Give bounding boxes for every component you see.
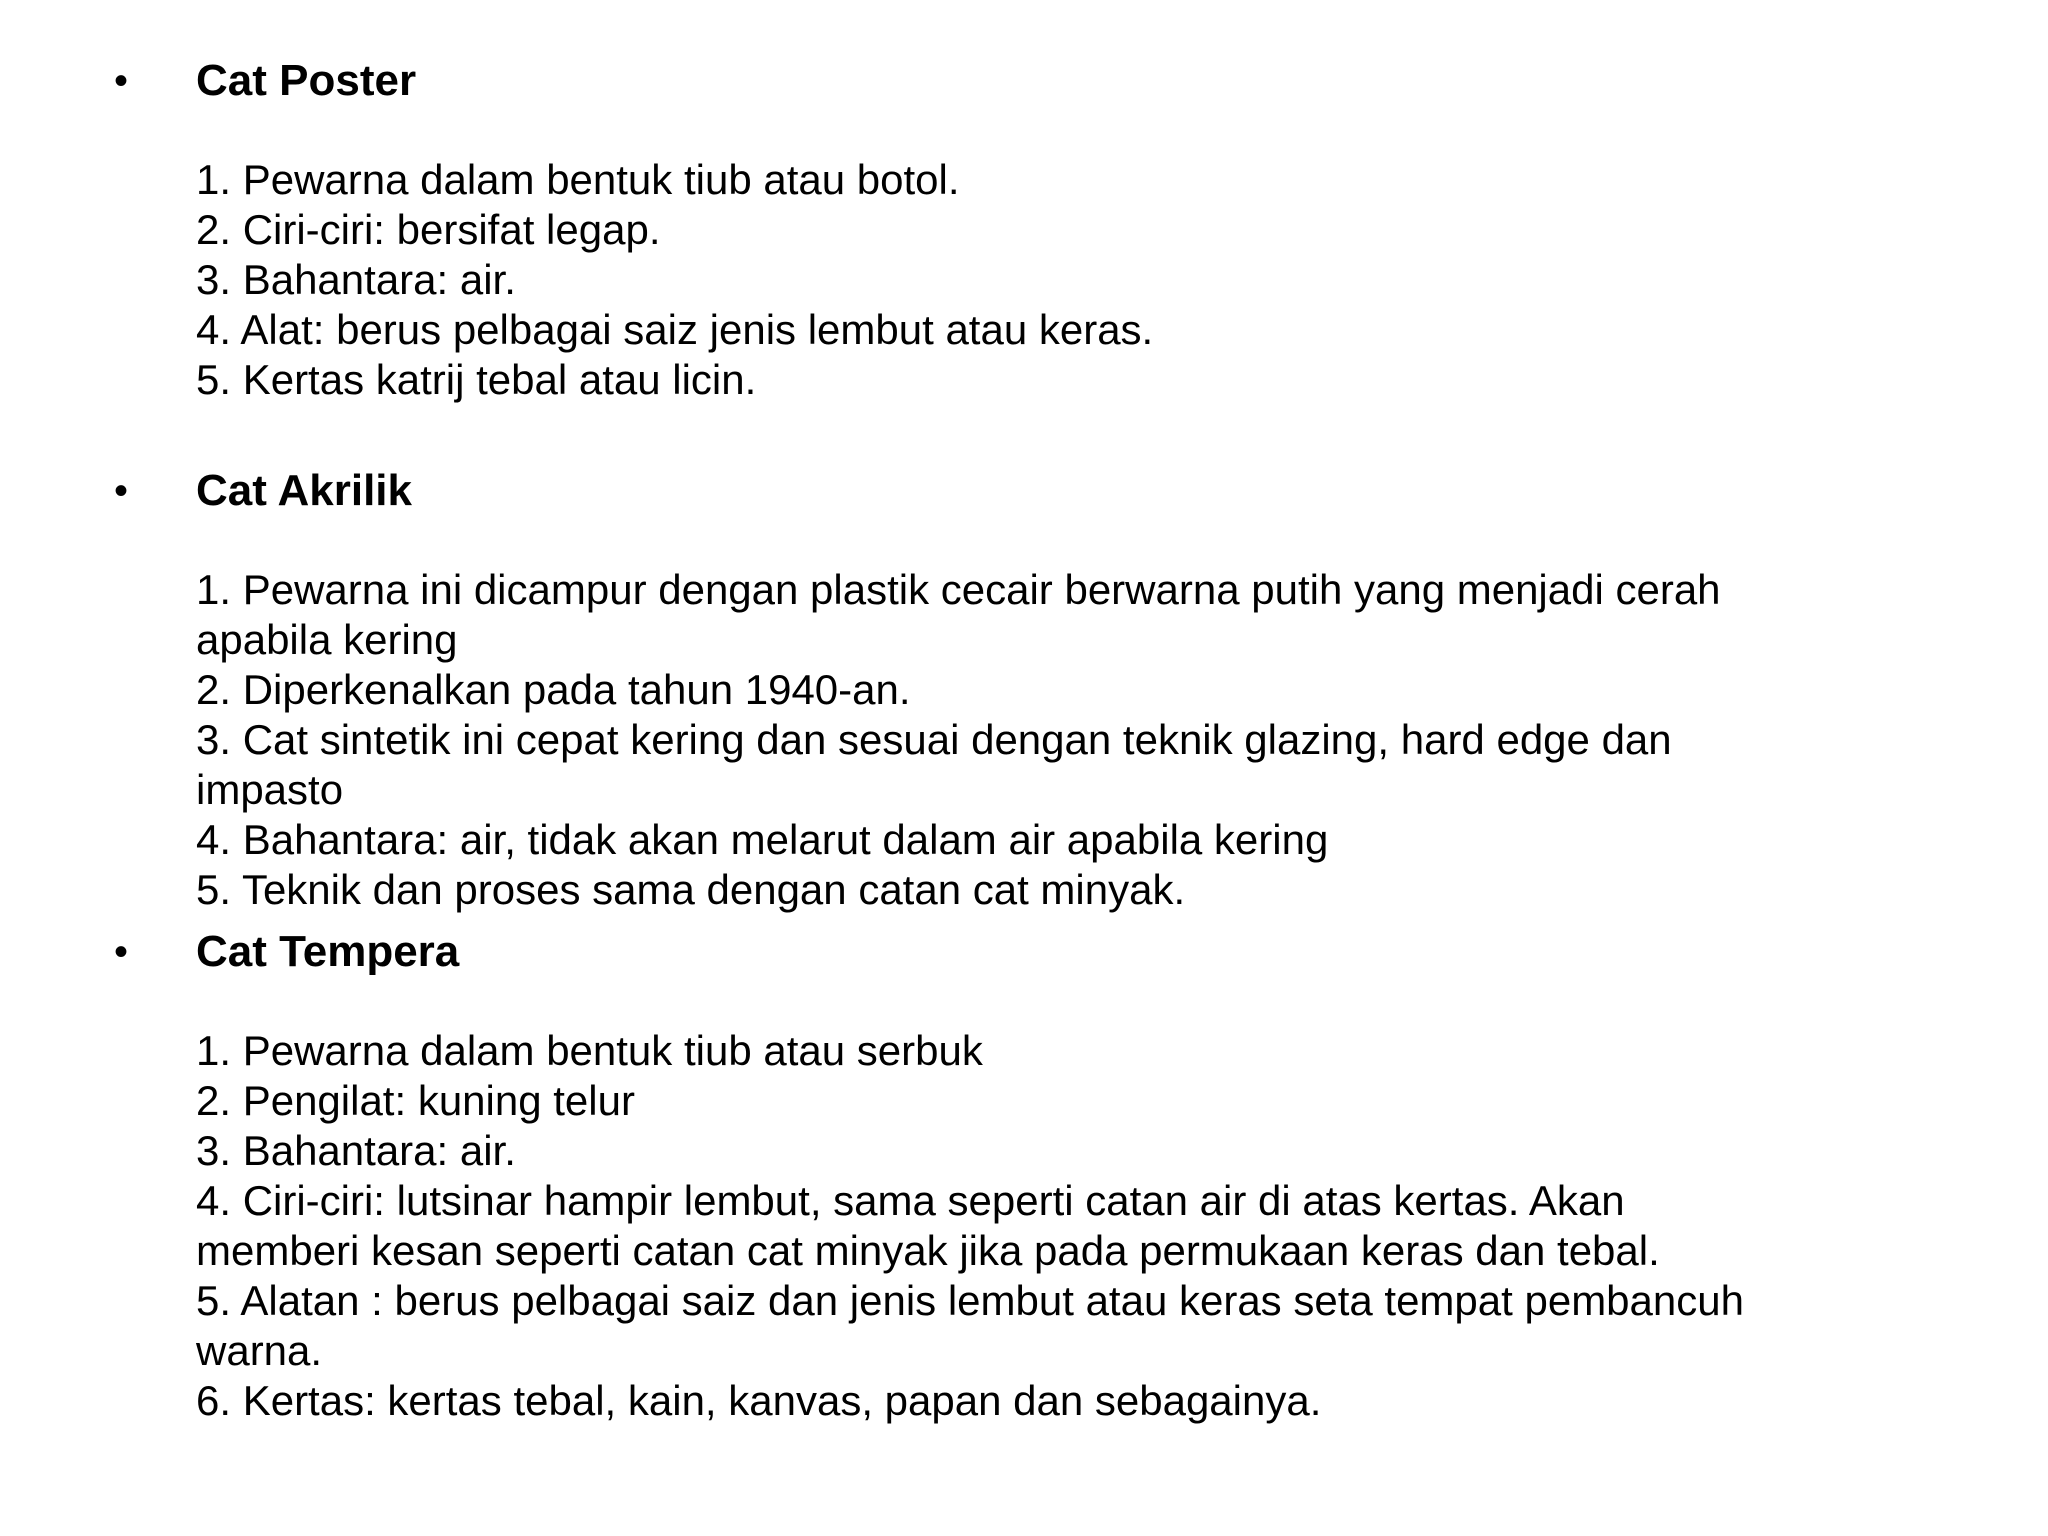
body-line: warna. — [196, 1327, 323, 1374]
body-line: 5. Teknik dan proses sama dengan catan cat minyak. — [196, 866, 1186, 913]
body-line: 5. Alatan : berus pelbagai saiz dan jenis lembut atau keras seta tempat pembancuh — [196, 1277, 1744, 1324]
body-line: 2. Ciri-ciri: bersifat legap. — [196, 206, 661, 253]
section-heading: Cat Tempera — [196, 927, 460, 976]
body-line: 4. Ciri-ciri: lutsinar hampir lembut, sama seperti catan air di atas kertas. Akan — [196, 1177, 1625, 1224]
bullet-marker: • — [114, 469, 129, 513]
section-body — [196, 565, 1956, 915]
body-line: 2. Diperkenalkan pada tahun 1940-an. — [196, 666, 911, 713]
body-line: 1. Pewarna dalam bentuk tiub atau serbuk — [196, 1027, 983, 1074]
body-line: 1. Pewarna dalam bentuk tiub atau botol. — [196, 156, 960, 203]
body-line: 4. Alat: berus pelbagai saiz jenis lembut atau keras. — [196, 306, 1154, 353]
section-body — [196, 155, 1956, 405]
body-line: 3. Bahantara: air. — [196, 1127, 516, 1174]
body-line: impasto — [196, 766, 344, 813]
body-line: 3. Cat sintetik ini cepat kering dan sesuai dengan teknik glazing, hard edge dan — [196, 716, 1672, 763]
bullet-marker: • — [114, 59, 129, 103]
body-line: 3. Bahantara: air. — [196, 256, 516, 303]
body-line: memberi kesan seperti catan cat minyak jika pada permukaan keras dan tebal. — [196, 1227, 1660, 1274]
section-body — [196, 1026, 1956, 1426]
body-line: 2. Pengilat: kuning telur — [196, 1077, 635, 1124]
body-line: 6. Kertas: kertas tebal, kain, kanvas, papan dan sebagainya. — [196, 1377, 1322, 1424]
section-heading: Cat Akrilik — [196, 466, 413, 515]
body-line: apabila kering — [196, 616, 458, 663]
bullet-marker: • — [114, 930, 129, 974]
body-line: 4. Bahantara: air, tidak akan melarut dalam air apabila kering — [196, 816, 1329, 863]
body-line: 5. Kertas katrij tebal atau licin. — [196, 356, 757, 403]
body-line: 1. Pewarna ini dicampur dengan plastik cecair berwarna putih yang menjadi cerah — [196, 566, 1721, 613]
section-heading: Cat Poster — [196, 56, 417, 105]
